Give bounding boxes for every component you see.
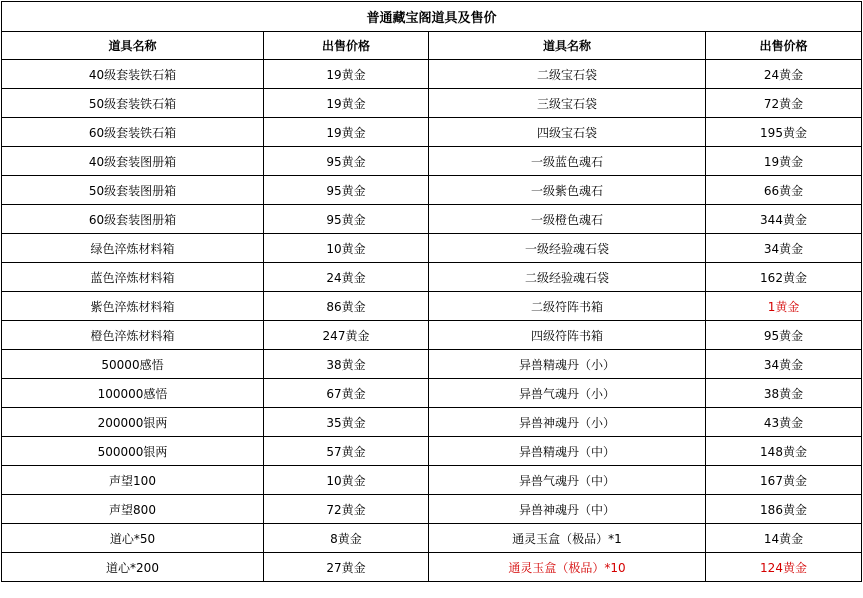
item-name-cell: 60级套装图册箱: [2, 205, 264, 234]
column-header-item-name-2: 道具名称: [429, 32, 706, 60]
price-cell: 186黄金: [706, 495, 862, 524]
table-row: [2, 321, 862, 350]
price-cell: 167黄金: [706, 466, 862, 495]
item-name-cell: 二级经验魂石袋: [429, 263, 706, 292]
item-name-cell: 一级蓝色魂石: [429, 147, 706, 176]
price-table: [1, 1, 862, 582]
item-name-cell: 60级套装铁石箱: [2, 118, 264, 147]
price-cell: 43黄金: [706, 408, 862, 437]
price-cell: 27黄金: [264, 553, 429, 582]
price-cell: 10黄金: [264, 466, 429, 495]
item-name-cell: 100000感悟: [2, 379, 264, 408]
price-cell: 34黄金: [706, 350, 862, 379]
price-cell: 195黄金: [706, 118, 862, 147]
table-row: [2, 524, 862, 553]
item-name-cell: 橙色淬炼材料箱: [2, 321, 264, 350]
item-name-cell: 四级宝石袋: [429, 118, 706, 147]
column-header-price-1: 出售价格: [264, 32, 429, 60]
price-cell: 38黄金: [264, 350, 429, 379]
item-name-cell: 三级宝石袋: [429, 89, 706, 118]
item-name-cell: 道心*50: [2, 524, 264, 553]
price-cell: 14黄金: [706, 524, 862, 553]
item-name-cell: 异兽神魂丹（小）: [429, 408, 706, 437]
item-name-cell: 异兽气魂丹（中）: [429, 466, 706, 495]
price-cell: 24黄金: [706, 60, 862, 89]
item-name-cell: 异兽精魂丹（中）: [429, 437, 706, 466]
table-row: [2, 118, 862, 147]
item-name-cell: 200000银两: [2, 408, 264, 437]
column-header-item-name-1: 道具名称: [2, 32, 264, 60]
table-row: [2, 60, 862, 89]
price-cell: 57黄金: [264, 437, 429, 466]
table-row: [2, 466, 862, 495]
price-cell: 66黄金: [706, 176, 862, 205]
price-cell: 86黄金: [264, 292, 429, 321]
price-cell: 19黄金: [264, 118, 429, 147]
price-cell: 95黄金: [264, 147, 429, 176]
price-cell: 34黄金: [706, 234, 862, 263]
item-name-cell: 40级套装图册箱: [2, 147, 264, 176]
item-name-cell: 通灵玉盒（极品）*1: [429, 524, 706, 553]
table-row: [2, 147, 862, 176]
item-name-cell: 50级套装图册箱: [2, 176, 264, 205]
price-cell: 1黄金: [706, 292, 862, 321]
column-header-price-2: 出售价格: [706, 32, 862, 60]
item-name-cell: 50级套装铁石箱: [2, 89, 264, 118]
price-cell: 344黄金: [706, 205, 862, 234]
table-title: 普通藏宝阁道具及售价: [2, 2, 862, 32]
table-row: [2, 553, 862, 582]
table-row: [2, 234, 862, 263]
price-cell: 95黄金: [706, 321, 862, 350]
table-row: [2, 205, 862, 234]
price-cell: 19黄金: [264, 89, 429, 118]
price-cell: 67黄金: [264, 379, 429, 408]
table-row: [2, 89, 862, 118]
price-cell: 148黄金: [706, 437, 862, 466]
price-cell: 124黄金: [706, 553, 862, 582]
price-cell: 10黄金: [264, 234, 429, 263]
price-cell: 162黄金: [706, 263, 862, 292]
table-row: [2, 408, 862, 437]
item-name-cell: 40级套装铁石箱: [2, 60, 264, 89]
price-cell: 95黄金: [264, 205, 429, 234]
item-name-cell: 一级紫色魂石: [429, 176, 706, 205]
price-cell: 72黄金: [706, 89, 862, 118]
item-name-cell: 四级符阵书箱: [429, 321, 706, 350]
price-cell: 35黄金: [264, 408, 429, 437]
item-name-cell: 异兽气魂丹（小）: [429, 379, 706, 408]
table-title-row: [2, 2, 862, 32]
price-cell: 247黄金: [264, 321, 429, 350]
item-name-cell: 异兽神魂丹（中）: [429, 495, 706, 524]
item-name-cell: 绿色淬炼材料箱: [2, 234, 264, 263]
price-table-container: [1, 1, 861, 582]
table-row: [2, 176, 862, 205]
price-cell: 24黄金: [264, 263, 429, 292]
item-name-cell: 500000银两: [2, 437, 264, 466]
table-row: [2, 292, 862, 321]
item-name-cell: 道心*200: [2, 553, 264, 582]
table-row: [2, 379, 862, 408]
table-row: [2, 437, 862, 466]
price-cell: 19黄金: [706, 147, 862, 176]
table-row: [2, 495, 862, 524]
item-name-cell: 通灵玉盒（极品）*10: [429, 553, 706, 582]
item-name-cell: 二级符阵书箱: [429, 292, 706, 321]
item-name-cell: 蓝色淬炼材料箱: [2, 263, 264, 292]
price-cell: 95黄金: [264, 176, 429, 205]
price-cell: 38黄金: [706, 379, 862, 408]
table-row: [2, 350, 862, 379]
item-name-cell: 一级橙色魂石: [429, 205, 706, 234]
item-name-cell: 一级经验魂石袋: [429, 234, 706, 263]
price-cell: 8黄金: [264, 524, 429, 553]
item-name-cell: 紫色淬炼材料箱: [2, 292, 264, 321]
item-name-cell: 二级宝石袋: [429, 60, 706, 89]
price-cell: 19黄金: [264, 60, 429, 89]
item-name-cell: 声望100: [2, 466, 264, 495]
item-name-cell: 声望800: [2, 495, 264, 524]
item-name-cell: 异兽精魂丹（小）: [429, 350, 706, 379]
table-row: [2, 263, 862, 292]
item-name-cell: 50000感悟: [2, 350, 264, 379]
table-header-row: [2, 32, 862, 60]
price-cell: 72黄金: [264, 495, 429, 524]
